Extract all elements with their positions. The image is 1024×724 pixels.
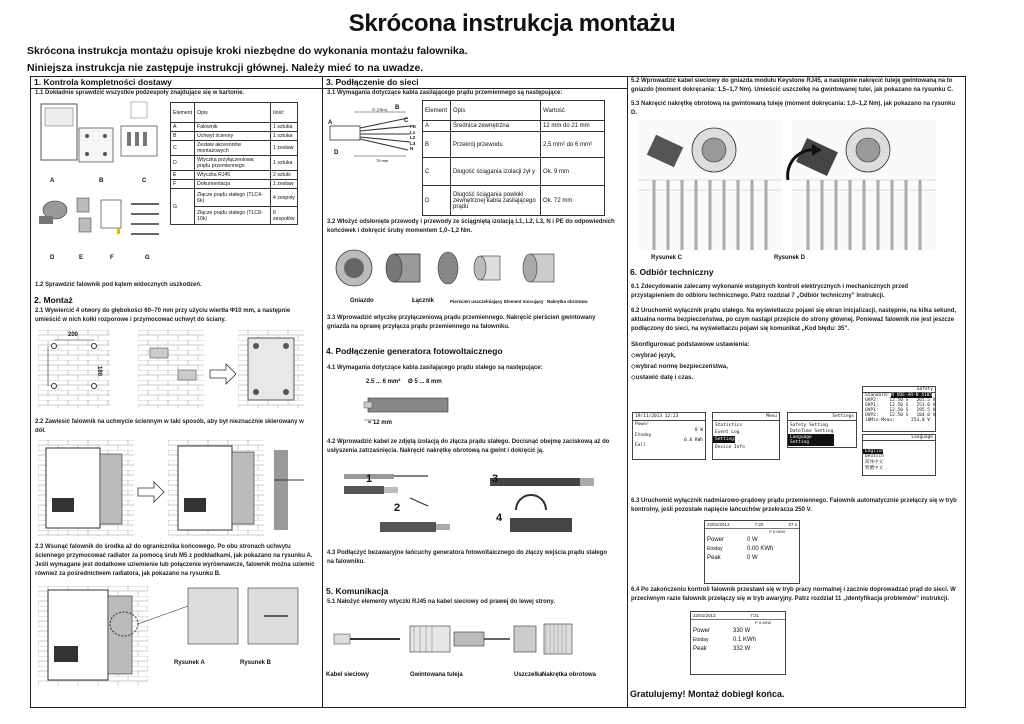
- table-header: Ilość: [271, 103, 298, 123]
- s2-step3: 2.3 Wsunąć falownik do środka aż do ogranicznika końcowego. Po obu stronach uchwytu ściennego przymocować radiator za pomocą śrub M5 z podkładkami, jak pokazano na rysunku A. Jeśli wymagane jest dodatkowe uziemienie lub połączenie wyrównawcze, falownik można uziemić również za pośrednictwem radiatora, jak pokazano na rysunku B.: [35, 544, 315, 577]
- config-item: ◇ustawić datę i czas.: [631, 374, 694, 381]
- component-label-d: D: [50, 255, 55, 261]
- dc-cross-section: 2.5 ... 6 mm²: [366, 379, 401, 385]
- lcd-check-mode: 22/01/2013 7:20 27 s P 0.0KW Power 0 W Etoday 0.00 KWh Peak 0 W: [704, 520, 800, 584]
- s5-step3: 5.3 Nakręcić nakrętkę obrotową na gwintowaną tuleję (moment dokręcania: 1,0–1,2 Nm), jak pokazano na rysunku D.: [631, 101, 956, 116]
- intro-line-1: Skrócona instrukcja montażu opisuje kroki niezbędne do wykonania montażu falownika.: [27, 45, 468, 57]
- s2-step1: 2.1 Wywiercić 4 otwory do głębokości 60–70 mm przy użyciu wiertła Φ10 mm, a następnie umieścić w nich kołki rozporowe i przymocować uchwyt do ściany.: [35, 308, 291, 323]
- table-header: Opis: [195, 103, 271, 123]
- intro-line-2: Niniejsza instrukcja nie zastępuje instrukcji głównej. Należy mieć to na uwadze.: [27, 62, 424, 74]
- s2-step2: 2.2 Zawiesić falownik na uchwycie ściennym w taki sposób, aby był nieznacznie skierowany w dół.: [35, 419, 304, 434]
- svg-text:∅ (75m): ∅ (75m): [372, 107, 388, 112]
- part-label: Gniazdo: [350, 298, 374, 304]
- table-row: B Uchwyt ścienny 1 sztuka: [171, 132, 298, 141]
- config-item: ◇wybrać normę bezpieczeństwa,: [631, 363, 728, 370]
- table-row: C Zestaw akcesoriów montażowych 1 zestaw: [171, 141, 298, 156]
- table-row: A Średnica zewnętrzna 12 mm do 21 mm: [423, 121, 605, 132]
- table-header: Wartość: [541, 101, 605, 121]
- s5-step1: 5.1 Nałożyć elementy wtyczki RJ45 na kabel sieciowy od prawej do lewej strony.: [327, 599, 555, 605]
- ac-connector-parts: [330, 244, 592, 294]
- component-label-b: B: [99, 178, 104, 184]
- component-label-a: A: [50, 178, 55, 184]
- rj45-part-label: Uszczelka: [514, 672, 543, 678]
- table-row: D Wtyczka przyłączeniowa prądu przemiennego 1 sztuka: [171, 156, 298, 171]
- ac-cable-diagram: [328, 104, 420, 166]
- display-language: Language English Deutsch 简体中文 繁體中文: [862, 434, 936, 476]
- s1-step1: 1.1 Dokładnie sprawdzić wszystkie podzespoły znajdujące się w kartonie.: [35, 90, 245, 96]
- rj45-part-label: Gwintowana tuleja: [410, 672, 463, 678]
- component-label-f: F: [110, 255, 114, 261]
- display-menu: Menu Statistics Event Log Settings Device Info: [712, 412, 780, 460]
- wire-labels: PE L1 L2 L3 N: [410, 124, 417, 151]
- component-label-g: G: [145, 255, 150, 261]
- column-divider-2: [627, 76, 628, 708]
- svg-text:75 mm: 75 mm: [376, 158, 389, 163]
- part-label: Nakrętka obrotowa: [547, 299, 588, 304]
- inverter-hang-illustration: [38, 440, 308, 536]
- components-table: [170, 102, 298, 225]
- s5-step2: 5.2 Wprowadzić kabel sieciowy do gniazda modułu Keystone RJ45, a następnie nakręcić tuleję gwintowaną na to gniazdo (moment dokręcania: 1,5–1,7 Nm). Umieścić uszczelkę na gwintowanej tulei, jak pokazano na rysunku C.: [631, 78, 954, 93]
- column-divider-1: [322, 76, 323, 708]
- table-header: Element: [423, 101, 451, 121]
- step-number: 3: [492, 473, 499, 485]
- dc-connector-assembly: [340, 462, 600, 544]
- table-row: Złącze prądu stałego (TLC8-10k) 6 zespołów: [171, 207, 298, 225]
- congratulations: Gratulujemy! Montaż dobiegł końca.: [630, 689, 785, 699]
- figure-b-label: Rysunek B: [240, 660, 272, 666]
- s4-step3: 4.3 Podłączyć bezawaryjne łańcuchy generatora fotowoltaicznego do złączy wejścia prądu stałego na falowniku.: [327, 550, 608, 565]
- s3-heading: 3. Podłączenie do sieci: [326, 77, 419, 87]
- dc-cable-diagram: [362, 376, 462, 436]
- table-row: D Długość ściągania powłoki zewnętrznej kabla zasilającego prądu Ok. 72 mm: [423, 186, 605, 216]
- page-title: Skrócona instrukcja montażu: [348, 10, 676, 37]
- part-label: Łącznik: [412, 298, 435, 304]
- display-settings: Settings Safety Setting DateTime Setting Language Setting: [787, 412, 857, 448]
- s6-heading: 6. Odbiór techniczny: [630, 267, 714, 277]
- s1-step2: 1.2 Sprawdzić falownik pod kątem widocznych uszkodzeń.: [35, 282, 202, 288]
- s3-step2: 3.2 Włożyć odsłonięte przewody i przewody ze ściągniętą izolacją L1, L2, L3, N i PE do odpowiednich końcówek i dokręcić śruby momentem 1,0–1,2 Nm.: [327, 219, 615, 234]
- rj45-part-label: Nakrętka obrotowa: [542, 672, 597, 678]
- lcd-normal-mode: 22/01/2013 7:21 P 0.4KW Power 330 W Etoday 0.1 KWh Peak 332 W: [690, 611, 786, 675]
- s2-heading: 2. Montaż: [34, 295, 73, 305]
- step-number: 2: [394, 502, 401, 514]
- table-row: G Złącze prądu stałego (TLC4-6k) 4 zespoły: [171, 189, 298, 207]
- cable-label-c: C: [404, 118, 409, 124]
- s1-heading: 1. Kontrola kompletności dostawy: [34, 77, 172, 87]
- display-home: 19/11/2013 12:23 Power 0 W Etoday 0.0 KWh Eall: [632, 412, 706, 460]
- ac-cable-table: [422, 100, 605, 216]
- rj45-figures: [634, 120, 940, 250]
- s4-step2: 4.2 Wprowadzić kabel ze zdjętą izolacją do złącza prądu stałego. Docisnąć obejmę zaciskową aż do usłyszenia zatrzaśnięcia. Nakręcić nakrętkę obrotową na gwint i dokręcić ją.: [327, 439, 610, 454]
- dimension-180: 180: [96, 365, 103, 377]
- table-row: E Wtyczka RJ45 2 sztuki: [171, 171, 298, 180]
- figure-c-label: Rysunek C: [651, 255, 683, 261]
- component-label-c: C: [142, 178, 147, 184]
- wall-mount-illustration: [38, 330, 304, 410]
- rj45-parts: [330, 612, 610, 666]
- part-label: Pierścień uszczelniający: [450, 299, 503, 304]
- s6-step1: 6.1 Zdecydowanie zalecamy wykonanie wstępnych kontroli elektrycznych i mechanicznych przed przystąpieniem do odbioru technicznego. Patrz rozdział 7 „Odbiór techniczny” instrukcji.: [631, 284, 909, 299]
- table-row: C Długość ściągania izolacji żył y Ok. 9 mm: [423, 158, 605, 186]
- table-header: Element: [171, 103, 195, 123]
- s3-step1: 3.1 Wymagania dotyczące kabla zasilającego prądu przemiennego są następujące:: [327, 90, 563, 96]
- cable-label-b: B: [395, 105, 400, 111]
- s4-step1: 4.1 Wymagania dotyczące kabla zasilającego prądu stałego są następujące:: [327, 365, 543, 371]
- s6-step2: 6.2 Uruchomić wyłącznik prądu stałego. Na wyświetlaczu pojawi się ekran inicjalizacji, następnie, na kilka sekund, aktualna norma bezpieczeństwa, po czym nastąpi przejście do strony głównej. Ponieważ falownik nie jest jeszcze podłączony do sieci, na wyświetlaczu pojawi się komunikat „Kod błędu: 35”.: [631, 308, 957, 332]
- figure-a-label: Rysunek A: [174, 660, 205, 666]
- part-label: Element mocujący: [504, 299, 544, 304]
- cable-label-d: D: [334, 150, 339, 156]
- table-row: B Przekrój przewodu 2,5 mm² do 6 mm²: [423, 132, 605, 158]
- table-row: F Dokumentacja 1 zestaw: [171, 180, 298, 189]
- rj45-part-label: Kabel sieciowy: [326, 672, 370, 678]
- components-illustration: [35, 100, 165, 250]
- dc-diameter: Ø 5 ... 8 mm: [408, 379, 442, 385]
- s6-step4: 6.4 Po zakończeniu kontroli falownik przestawi się w tryb pracy normalnej i zacznie doprowadzać prąd do sieci. W przeciwnym razie falownik przełączy się w tryb awaryjny. Patrz rozdział 11 „Identyfikacja problemów” instrukcji.: [631, 587, 956, 602]
- table-header: Opis: [451, 101, 541, 121]
- step-number: 1: [366, 473, 373, 485]
- cable-label-a: A: [328, 120, 333, 126]
- s6-step3: 6.3 Uruchomić wyłącznik nadmiarowo-prądowy prądu przemiennego. Falownik automatycznie przełączy się w tryb kontrolny, jeśli pozostałe napięcie łańcuchów przekracza 250 V.: [631, 498, 957, 513]
- table-row: A Falownik 1 sztuka: [171, 123, 298, 132]
- s3-step3: 3.3 Wprowadzić wtyczkę przyłączeniową prądu przemiennego. Nakręcić pierścień gwintowany gniazda na oprawę przyłącza prądu przemiennego na falowniku.: [327, 315, 596, 330]
- config-heading: Skonfigurować podstawowe ustawienia:: [631, 341, 750, 348]
- s5-heading: 5. Komunikacja: [326, 586, 389, 596]
- step-number: 4: [496, 512, 503, 524]
- dc-strip-length: ≈ 12 mm: [368, 420, 392, 426]
- dimension-200: 200: [68, 332, 79, 338]
- config-item: ◇wybrać język,: [631, 352, 676, 359]
- component-label-e: E: [79, 255, 84, 261]
- figure-d-label: Rysunek D: [774, 255, 806, 261]
- s4-heading: 4. Podłączenie generatora fotowoltaicznego: [326, 346, 503, 356]
- heatsink-figures: [38, 586, 300, 686]
- display-safety: Safety Standard: R VDE-AR-N 4105 UVP2: 12.50 S 265.5 V OVP1: 12.50 S 253.0 V UVP1: 12.50 S 195.5 V OVP2: 12.50 S 184.0 V 10Min-Mean: 253.0 V: [862, 386, 936, 432]
